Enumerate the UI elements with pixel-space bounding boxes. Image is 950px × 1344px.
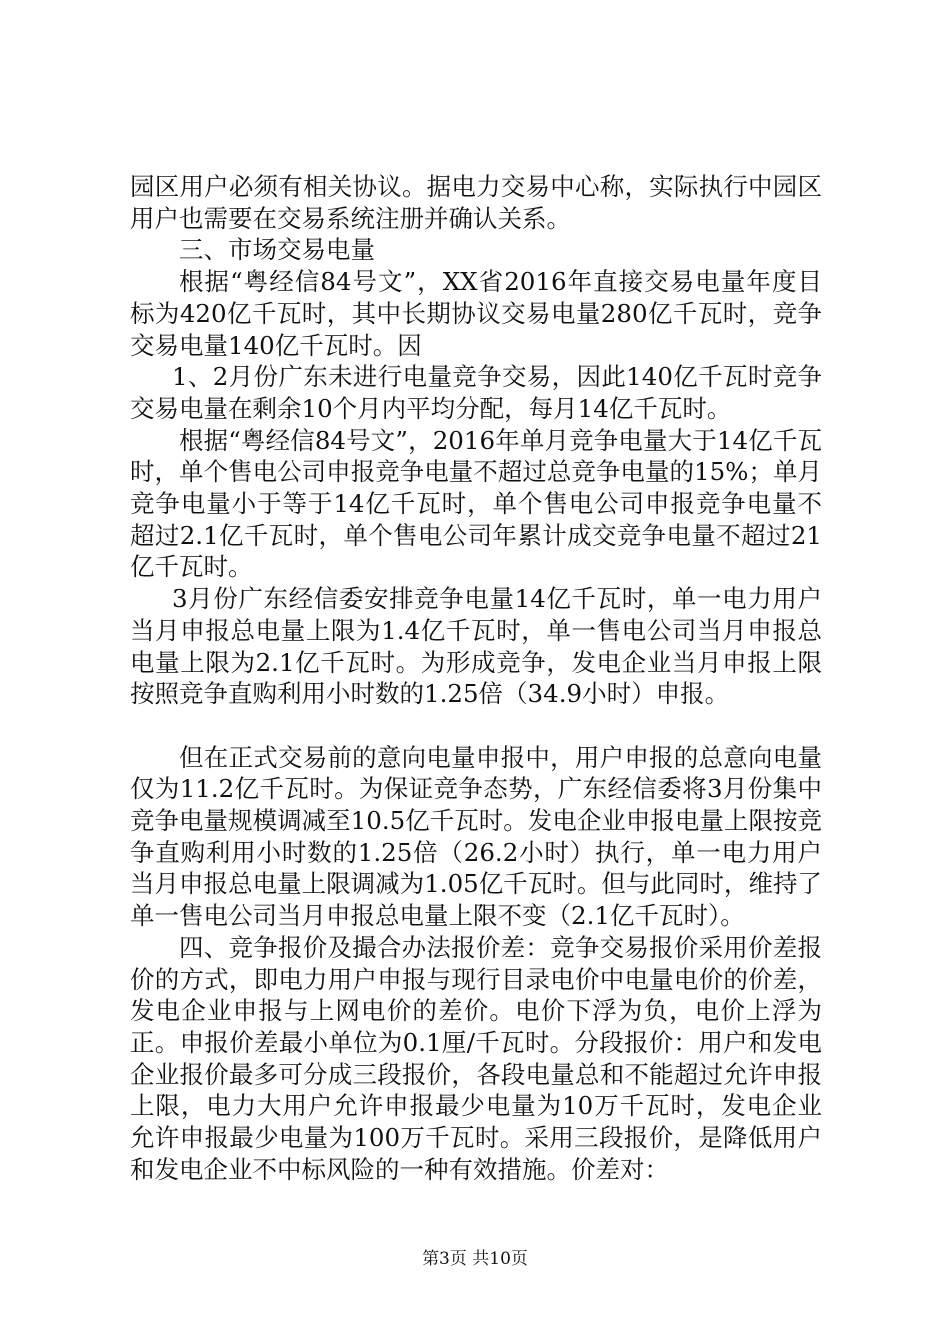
paragraph: 根据“粤经信84号文”，2016年单月竞争电量大于14亿千瓦时，单个售电公司申报竞争电量不超过总竞争电量的15%；单月竞争电量小于等于14亿千瓦时，单个售电公司申报竞争电量不超过2.1亿千瓦时，单个售电公司年累计成交竞争电量不超过21亿千瓦时。 [130,425,822,582]
section-heading-4-paragraph: 四、竞争报价及撮合办法报价差：竞争交易报价采用价差报价的方式，即电力用户申报与现行目录电价中电量电价的价差，发电企业申报与上网电价的差价。电价下浮为负，电价上浮为正。申报价差最小单位为0.1厘/千瓦时。分段报价：用户和发电企业报价最多可分成三段报价，各段电量总和不能超过允许申报上限，电力大用户允许申报最少电量为10万千瓦时，发电企业允许申报最少电量为100万千瓦时。采用三段报价，是降低用户和发电企业不中标风险的一种有效措施。价差对： [130,932,822,1184]
paragraph: 但在正式交易前的意向电量申报中，用户申报的总意向电量仅为11.2亿千瓦时。为保证竞争态势，广东经信委将3月份集中竞争电量规模调减至10.5亿千瓦时。发电企业申报电量上限按竞争直购利用小时数的1.25倍（26.2小时）执行，单一电力用户当月申报总电量上限调减为1.05亿千瓦时。但与此同时，维持了单一售电公司当月申报总电量上限不变（2.1亿千瓦时）。 [130,742,822,931]
page-number-footer: 第3页 共10页 [422,1249,528,1269]
paragraph: 1、2月份广东未进行电量竞争交易，因此140亿千瓦时竞争交易电量在剩余10个月内平均分配，每月14亿千瓦时。 [130,362,822,423]
paragraph-continuation: 园区用户必须有相关协议。据电力交易中心称，实际执行中园区用户也需要在交易系统注册并确认关系。 [130,172,822,233]
section-heading-3: 三、市场交易电量 [179,235,375,265]
paragraph: 3月份广东经信委安排竞争电量14亿千瓦时，单一电力用户当月申报总电量上限为1.4亿千瓦时，单一售电公司当月申报总电量上限为2.1亿千瓦时。为形成竞争，发电企业当月申报上限按照竞争直购利用小时数的1.25倍（34.9小时）申报。 [130,584,822,709]
blank-line [130,710,822,742]
paragraph: 根据“粤经信84号文”，XX省2016年直接交易电量年度目标为420亿千瓦时，其中长期协议交易电量280亿千瓦时，竞争交易电量140亿千瓦时。因 [130,267,822,360]
body-text [130,171,822,1185]
